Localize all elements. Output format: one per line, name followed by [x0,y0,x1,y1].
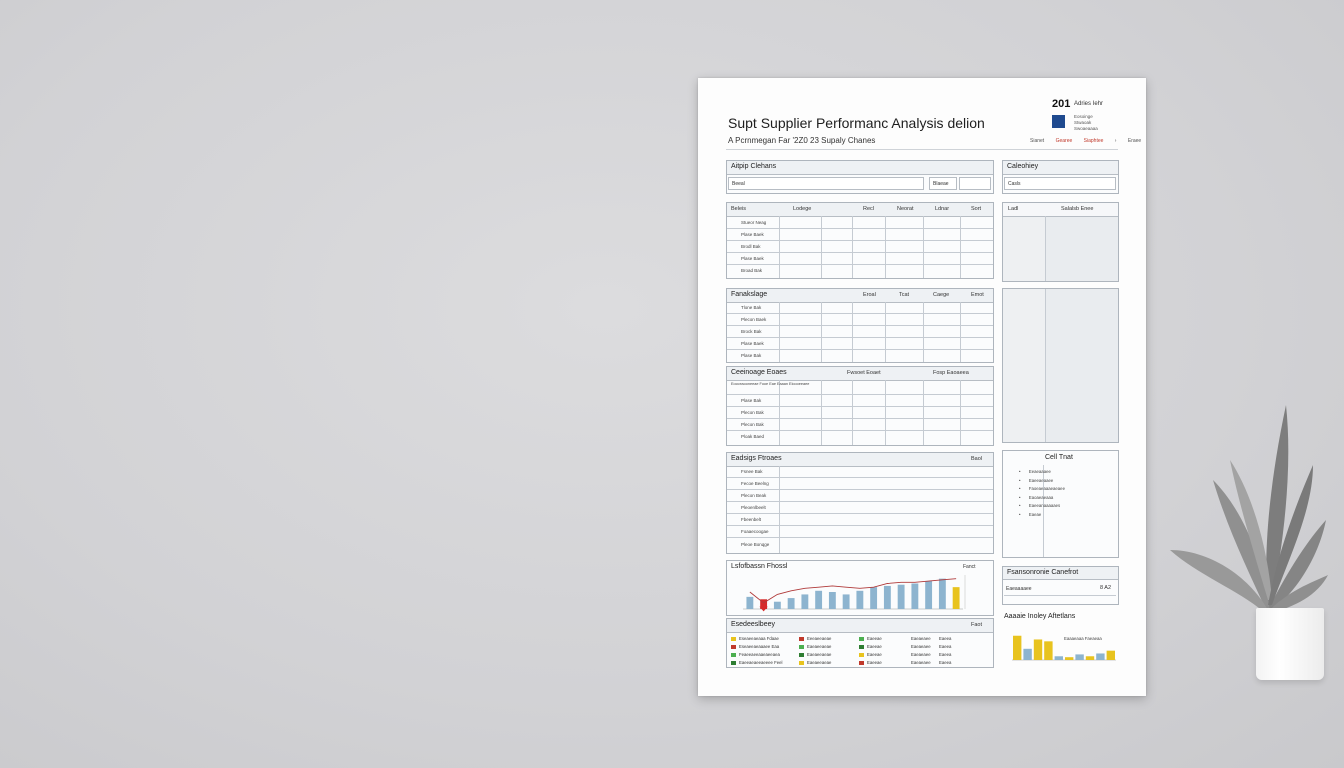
panel-header [1003,567,1118,580]
bar [829,592,836,609]
logo-lines [1074,114,1098,132]
legend-item [799,652,831,657]
report-year: 201 [1052,98,1071,110]
plant-pot [1256,608,1324,680]
table-header [1003,203,1118,217]
legend-item [731,660,783,665]
column-header: Lodege [793,206,812,212]
row-label: Plase Baek [741,341,764,346]
row-label: Broad Bak [741,268,763,273]
legend-item [859,660,882,665]
bar [774,602,781,609]
panel-title: Aitpip Clehans [731,163,777,170]
row-label: Pleoenlbeelt [741,505,766,510]
bar [801,594,808,609]
trend-chart [727,569,993,615]
legend-label: Eaeaeeaeae [807,660,832,665]
legend-item [859,644,882,649]
bar [1075,654,1083,660]
panel-header [727,161,993,175]
bar [1044,641,1052,660]
bar [898,585,905,609]
logo-text: Adries Iehr [1074,101,1104,107]
legend-label: Eseaeeaeaaa Fdaae [739,636,779,641]
row-label: Plecon Bak [741,422,764,427]
logo-line: Eosoinge [1074,114,1093,119]
legend-label: Eaeea [939,652,952,657]
report-title: Supt Supplier Performanc Analysis delion [728,115,985,131]
legend-swatch [731,645,736,649]
header-nav [1020,138,1141,144]
legend-swatch [859,637,864,641]
table-row[interactable] [727,466,993,478]
legend-item [939,652,951,657]
bar [925,581,932,609]
list-item: • Eaeeaeaaee [1019,477,1054,483]
table-row[interactable] [727,407,993,419]
column-header: Eroal [863,292,876,298]
table-row[interactable] [727,502,993,514]
table-row[interactable] [727,514,993,526]
row-label: Plase Baek [741,232,764,237]
list-item: • Eaeae [1019,511,1042,517]
legend-label: Eaeeaeaeeaeeee Feel [739,660,783,665]
legend-item [939,644,951,649]
table-row[interactable] [727,265,993,276]
row-label: Brodl Bak [741,244,761,249]
bar-chart-legend: Eaaaeaaa Faeaeaa [1064,636,1102,641]
row-label: Fsnee Bak [741,469,763,474]
logo-line: Swoaeaaaa [1074,126,1098,131]
legend-item [799,660,831,665]
bar [843,594,850,609]
row-label: Pleoe Bonqge [741,542,770,547]
report-sheet [698,78,1146,696]
bar [788,598,795,609]
panel-title: Caleohiey [1007,163,1039,170]
category-field[interactable]: Casls [1004,177,1116,190]
legend-item [859,652,882,657]
bar [870,587,877,609]
bar [911,584,918,610]
panel-title: Fanakslage [731,291,768,298]
panel-title: Fsansonronie Canefrot [1007,569,1079,576]
table-row[interactable] [727,395,993,407]
table-row[interactable] [727,380,993,395]
row-label: Plecon Baek [741,317,767,322]
category-panel [1002,160,1119,194]
list-item: • Eeaeaaaee [1019,469,1051,474]
legend-label: Feaeeaeeaaeaeeaea [739,652,780,657]
legend-item [799,636,831,641]
panel-fill [1046,289,1118,442]
row-label: Tlone Bak [741,305,762,310]
legend-label: Eaeaeaee [911,644,931,649]
row-label: Brock Bak [741,329,762,334]
legend-swatch [859,645,864,649]
nav-link[interactable]: › Eraee [1114,138,1142,144]
legend-item [911,636,931,641]
report-subtitle: A Pcrnmegan Far '2Z0 23 Supaly Chanes [728,136,876,145]
table-row[interactable] [727,302,993,314]
trend-chart-panel [726,560,994,616]
bar [1107,651,1115,660]
panel-title: Eadsigs Ftroaes [731,455,782,462]
panel-title: Ceeinoage Eoaes [731,369,787,376]
legend-swatch [799,645,804,649]
bar [939,579,946,609]
table-4 [726,452,994,554]
table-row[interactable] [727,526,993,538]
legend-item [799,644,831,649]
panel-note: Fanct [963,564,976,570]
bar [1023,649,1031,660]
column-header: Baol [971,456,983,462]
legend-label: Eaeeae [867,644,882,649]
plant-icon [1168,400,1328,615]
table-row[interactable] [727,431,993,443]
legend-item [939,660,951,665]
legend-panel [726,618,994,668]
table-header [727,367,993,381]
summary-table [1002,202,1119,282]
legend-label: Eaeea [939,644,952,649]
column-header: Ladl [1008,206,1019,212]
legend-swatch [859,661,864,665]
row-label: Plecon Beak [741,493,767,498]
nav-link[interactable]: Gearee [1055,138,1073,144]
table-row[interactable] [727,229,993,241]
row-label: Plecon Bak [741,410,764,415]
legend-label: Eseaeeaeaaaee Eaa [739,644,780,649]
side-panel [1002,288,1119,443]
bar [884,586,891,609]
legend-item [911,660,931,665]
filter-field[interactable]: Beeal [728,177,924,190]
table-row[interactable] [727,538,993,551]
table-header [727,203,993,217]
legend-swatch [731,637,736,641]
legend-swatch [799,637,804,641]
column-header: Fwsoet Eoaet [847,370,881,376]
divider [1004,595,1116,596]
legend-item [731,636,779,641]
legend-label: Eaeaeaee [911,636,931,641]
panel-title: Esedeeslbeey [731,621,775,628]
table-fill [1046,217,1118,281]
list-item: • Faoeaeaaaeaeaee [1019,486,1065,491]
column-header: Caege [933,292,950,298]
bar [1055,656,1063,660]
bar [953,587,960,609]
legend-label: Eaeea [939,660,952,665]
table-row[interactable] [727,490,993,502]
row-label: Stueor Neag [741,220,767,225]
bar [815,591,822,609]
table-1 [726,202,994,279]
table-row[interactable] [727,216,993,229]
panel-title: Lsfofbassn Fhossl [731,563,788,570]
panel-note: Faot [971,622,983,628]
legend-swatch [731,653,736,657]
control-value: 8 A2 [1100,585,1112,591]
bar-chart [1008,630,1120,668]
row-label: Fecoe Beelng [741,481,769,486]
legend-label: Eaeaeaee [911,652,931,657]
legend-item [859,636,882,641]
legend-swatch [799,653,804,657]
legend-swatch [731,661,736,665]
row-label: Foaaecoogae [741,529,769,534]
row-label: Fbeenbelt [741,517,762,522]
nav-link[interactable]: Siaphtee [1083,138,1104,144]
bar [1086,656,1094,660]
column-header: Emot [971,292,984,298]
legend-label: Eaeeae [867,660,882,665]
legend-label: Eeeaeeaeae [807,636,832,641]
column-header: Tcat [899,292,910,298]
legend-label: Eaeaeaee [911,660,931,665]
bar [746,597,753,609]
legend-swatch [799,661,804,665]
table-2 [726,288,994,363]
table-row[interactable] [727,350,993,361]
panel-fill [1003,289,1045,442]
table-row[interactable] [727,419,993,431]
legend-label: Eaeaeeaeae [807,644,832,649]
header-divider [726,149,1118,150]
filter-panel [726,160,994,194]
legend-label: Eaeeae [867,636,882,641]
row-label: Eocceaooneeae Fooe Eae Eaaan Eloooeeaee [731,382,810,386]
table-header [727,453,993,467]
table-row[interactable] [727,253,993,265]
legend-label: Eaeea [939,636,952,641]
legend-label: Eaeeae [867,652,882,657]
panel-title: Cell Tnat [1045,454,1073,461]
logo-line: Stwaoak [1074,120,1092,125]
row-label: Plase Baek [741,256,764,261]
filter-field-empty[interactable] [959,177,991,190]
panel-header [1003,161,1118,175]
bar [1013,636,1021,660]
legend-item [731,652,780,657]
column-header: Salalsb Enee [1061,206,1094,212]
table-header [727,289,993,303]
column-header: Neorat [897,206,914,212]
legend-item [731,644,779,649]
bar [1034,639,1042,660]
legend-item [911,644,931,649]
bar [1096,653,1104,660]
legend-item [911,652,931,657]
cost-list [1019,468,1065,519]
bar-chart-title: Aaaaie Inoley Aftetlans [1004,613,1076,620]
control-row-label: Eaeaaaaee [1006,586,1032,592]
bar [856,591,863,609]
column-header: Sort [971,206,982,212]
table-row[interactable] [727,314,993,326]
controls-panel [1002,566,1119,605]
row-label: Plase Bak [741,398,762,403]
list-item: • Eaoaeaeaaa [1019,494,1054,500]
row-label: Ploak Baed [741,434,765,439]
legend-label: Eaeaeeaeae [807,652,832,657]
nav-link[interactable]: Sianet [1030,138,1045,144]
bar [1065,657,1073,660]
row-label: Plase Bak [741,353,762,358]
table-row[interactable] [727,241,993,253]
table-fill [1003,217,1045,281]
column-header: Beleis [731,206,746,212]
legend-swatch [859,653,864,657]
filter-field[interactable]: Blaeae [929,177,957,190]
panel-header [727,619,993,633]
column-header: Fosp Eaoaeea [933,370,969,376]
table-row[interactable] [727,338,993,350]
cost-list-panel [1002,450,1119,558]
brand-logo-icon [1052,115,1065,128]
table-row[interactable] [727,326,993,338]
table-3 [726,366,994,446]
list-item: • Eaeeanaaaaaes [1019,503,1061,508]
legend-item [939,636,951,641]
table-row[interactable] [727,478,993,490]
column-header: Ldnar [935,206,950,212]
column-header: Recl [863,206,875,212]
